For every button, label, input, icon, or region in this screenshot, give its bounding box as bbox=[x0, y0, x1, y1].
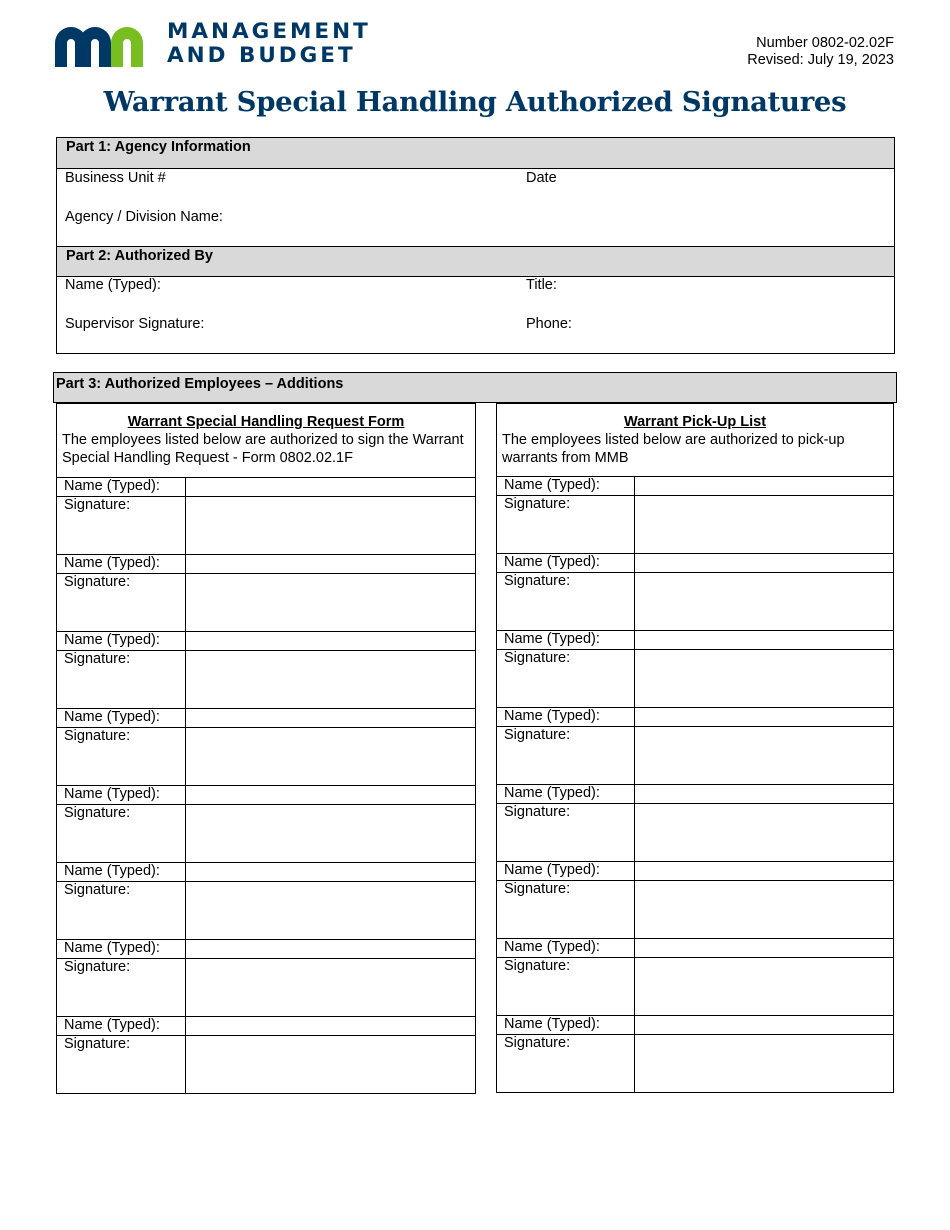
right-signature-input[interactable] bbox=[635, 650, 894, 708]
signature-label: Signature: bbox=[497, 650, 635, 708]
left-signature-row bbox=[57, 882, 476, 940]
signature-label: Signature: bbox=[57, 497, 186, 555]
right-name-row bbox=[497, 939, 894, 958]
signature-label: Signature: bbox=[497, 804, 635, 862]
name-typed-label: Name (Typed): bbox=[57, 555, 186, 574]
left-name-row bbox=[57, 478, 476, 497]
part1-body bbox=[56, 168, 895, 247]
left-name-row bbox=[57, 1017, 476, 1036]
signature-label: Signature: bbox=[497, 1035, 635, 1093]
left-name-row bbox=[57, 632, 476, 651]
part2-body bbox=[56, 276, 895, 354]
agency-name-field[interactable]: Agency / Division Name: bbox=[65, 209, 223, 225]
left-signature-row bbox=[57, 728, 476, 786]
signature-label: Signature: bbox=[57, 805, 186, 863]
left-signature-row bbox=[57, 959, 476, 1017]
signature-label: Signature: bbox=[497, 727, 635, 785]
left-name-input[interactable] bbox=[186, 940, 476, 959]
date-field[interactable]: Date bbox=[526, 170, 557, 186]
signature-label: Signature: bbox=[497, 881, 635, 939]
name-typed-label: Name (Typed): bbox=[497, 939, 635, 958]
left-column-heading: Warrant Special Handling Request Form bbox=[127, 414, 405, 430]
right-employee-table bbox=[496, 476, 894, 1093]
right-column-heading: Warrant Pick-Up List bbox=[623, 414, 767, 430]
left-signature-input[interactable] bbox=[186, 882, 476, 940]
form-number: Number 0802-02.02F bbox=[756, 35, 894, 51]
left-signature-input[interactable] bbox=[186, 1036, 476, 1094]
revised-date: Revised: July 19, 2023 bbox=[747, 52, 894, 68]
page-title: Warrant Special Handling Authorized Signatures bbox=[103, 86, 847, 118]
left-signature-input[interactable] bbox=[186, 651, 476, 709]
right-signature-row bbox=[497, 650, 894, 708]
signature-label: Signature: bbox=[57, 959, 186, 1017]
right-signature-row bbox=[497, 496, 894, 554]
supervisor-signature-field[interactable]: Supervisor Signature: bbox=[65, 316, 205, 332]
left-signature-row bbox=[57, 1036, 476, 1094]
left-signature-input[interactable] bbox=[186, 805, 476, 863]
right-name-row bbox=[497, 477, 894, 496]
left-column-intro bbox=[56, 403, 476, 478]
signature-label: Signature: bbox=[57, 651, 186, 709]
document-meta bbox=[747, 35, 894, 69]
authorizer-name-field[interactable]: Name (Typed): bbox=[65, 277, 161, 293]
left-name-input[interactable] bbox=[186, 1017, 476, 1036]
name-typed-label: Name (Typed): bbox=[497, 477, 635, 496]
right-name-row bbox=[497, 785, 894, 804]
name-typed-label: Name (Typed): bbox=[497, 862, 635, 881]
right-signature-row bbox=[497, 881, 894, 939]
right-column-intro bbox=[496, 403, 894, 477]
left-name-input[interactable] bbox=[186, 632, 476, 651]
left-employee-table bbox=[56, 477, 476, 1094]
name-typed-label: Name (Typed): bbox=[497, 708, 635, 727]
phone-field[interactable]: Phone: bbox=[526, 316, 572, 332]
right-name-input[interactable] bbox=[635, 554, 894, 573]
right-signature-row bbox=[497, 804, 894, 862]
right-name-input[interactable] bbox=[635, 1016, 894, 1035]
name-typed-label: Name (Typed): bbox=[497, 554, 635, 573]
part3-heading: Part 3: Authorized Employees – Additions bbox=[53, 372, 897, 403]
name-typed-label: Name (Typed): bbox=[497, 1016, 635, 1035]
left-name-input[interactable] bbox=[186, 863, 476, 882]
right-name-input[interactable] bbox=[635, 939, 894, 958]
right-name-input[interactable] bbox=[635, 477, 894, 496]
right-name-row bbox=[497, 1016, 894, 1035]
name-typed-label: Name (Typed): bbox=[57, 940, 186, 959]
left-signature-row bbox=[57, 805, 476, 863]
left-signature-input[interactable] bbox=[186, 728, 476, 786]
left-name-row bbox=[57, 786, 476, 805]
left-name-row bbox=[57, 863, 476, 882]
right-name-input[interactable] bbox=[635, 785, 894, 804]
name-typed-label: Name (Typed): bbox=[57, 478, 186, 497]
right-column-text: The employees listed below are authorized to pick-up warrants from MMB bbox=[502, 432, 845, 466]
name-typed-label: Name (Typed): bbox=[497, 785, 635, 804]
left-column-text: The employees listed below are authorized to sign the Warrant Special Handling Request - Form 0802.02.1F bbox=[62, 432, 464, 466]
right-name-row bbox=[497, 554, 894, 573]
left-name-row bbox=[57, 709, 476, 728]
logo-line-2: AND BUDGET bbox=[167, 43, 356, 68]
name-typed-label: Name (Typed): bbox=[57, 709, 186, 728]
right-signature-row bbox=[497, 1035, 894, 1093]
right-signature-row bbox=[497, 573, 894, 631]
right-signature-input[interactable] bbox=[635, 496, 894, 554]
left-name-input[interactable] bbox=[186, 478, 476, 497]
right-signature-input[interactable] bbox=[635, 881, 894, 939]
part2-heading: Part 2: Authorized By bbox=[56, 246, 895, 277]
left-signature-row bbox=[57, 497, 476, 555]
left-signature-input[interactable] bbox=[186, 959, 476, 1017]
agency-logo-text bbox=[167, 20, 371, 68]
name-typed-label: Name (Typed): bbox=[57, 786, 186, 805]
signature-label: Signature: bbox=[57, 882, 186, 940]
signature-label: Signature: bbox=[57, 574, 186, 632]
right-name-input[interactable] bbox=[635, 631, 894, 650]
name-typed-label: Name (Typed): bbox=[57, 863, 186, 882]
signature-label: Signature: bbox=[57, 728, 186, 786]
right-signature-input[interactable] bbox=[635, 1035, 894, 1093]
right-signature-input[interactable] bbox=[635, 727, 894, 785]
signature-label: Signature: bbox=[497, 958, 635, 1016]
part1-heading: Part 1: Agency Information bbox=[56, 137, 895, 169]
left-name-input[interactable] bbox=[186, 709, 476, 728]
right-name-row bbox=[497, 708, 894, 727]
right-name-input[interactable] bbox=[635, 708, 894, 727]
right-signature-input[interactable] bbox=[635, 573, 894, 631]
right-name-input[interactable] bbox=[635, 862, 894, 881]
right-name-row bbox=[497, 862, 894, 881]
signature-label: Signature: bbox=[57, 1036, 186, 1094]
left-signature-row bbox=[57, 574, 476, 632]
left-name-row bbox=[57, 555, 476, 574]
right-name-row bbox=[497, 631, 894, 650]
business-unit-field[interactable]: Business Unit # bbox=[65, 170, 166, 186]
name-typed-label: Name (Typed): bbox=[57, 632, 186, 651]
name-typed-label: Name (Typed): bbox=[57, 1017, 186, 1036]
left-name-input[interactable] bbox=[186, 555, 476, 574]
left-signature-input[interactable] bbox=[186, 574, 476, 632]
right-signature-input[interactable] bbox=[635, 804, 894, 862]
left-signature-row bbox=[57, 651, 476, 709]
left-name-row bbox=[57, 940, 476, 959]
left-signature-input[interactable] bbox=[186, 497, 476, 555]
left-name-input[interactable] bbox=[186, 786, 476, 805]
name-typed-label: Name (Typed): bbox=[497, 631, 635, 650]
right-signature-row bbox=[497, 727, 894, 785]
logo-line-1: MANAGEMENT bbox=[167, 19, 371, 44]
mn-logo-icon bbox=[55, 25, 155, 69]
authorizer-title-field[interactable]: Title: bbox=[526, 277, 557, 293]
right-signature-row bbox=[497, 958, 894, 1016]
right-signature-input[interactable] bbox=[635, 958, 894, 1016]
signature-label: Signature: bbox=[497, 573, 635, 631]
signature-label: Signature: bbox=[497, 496, 635, 554]
